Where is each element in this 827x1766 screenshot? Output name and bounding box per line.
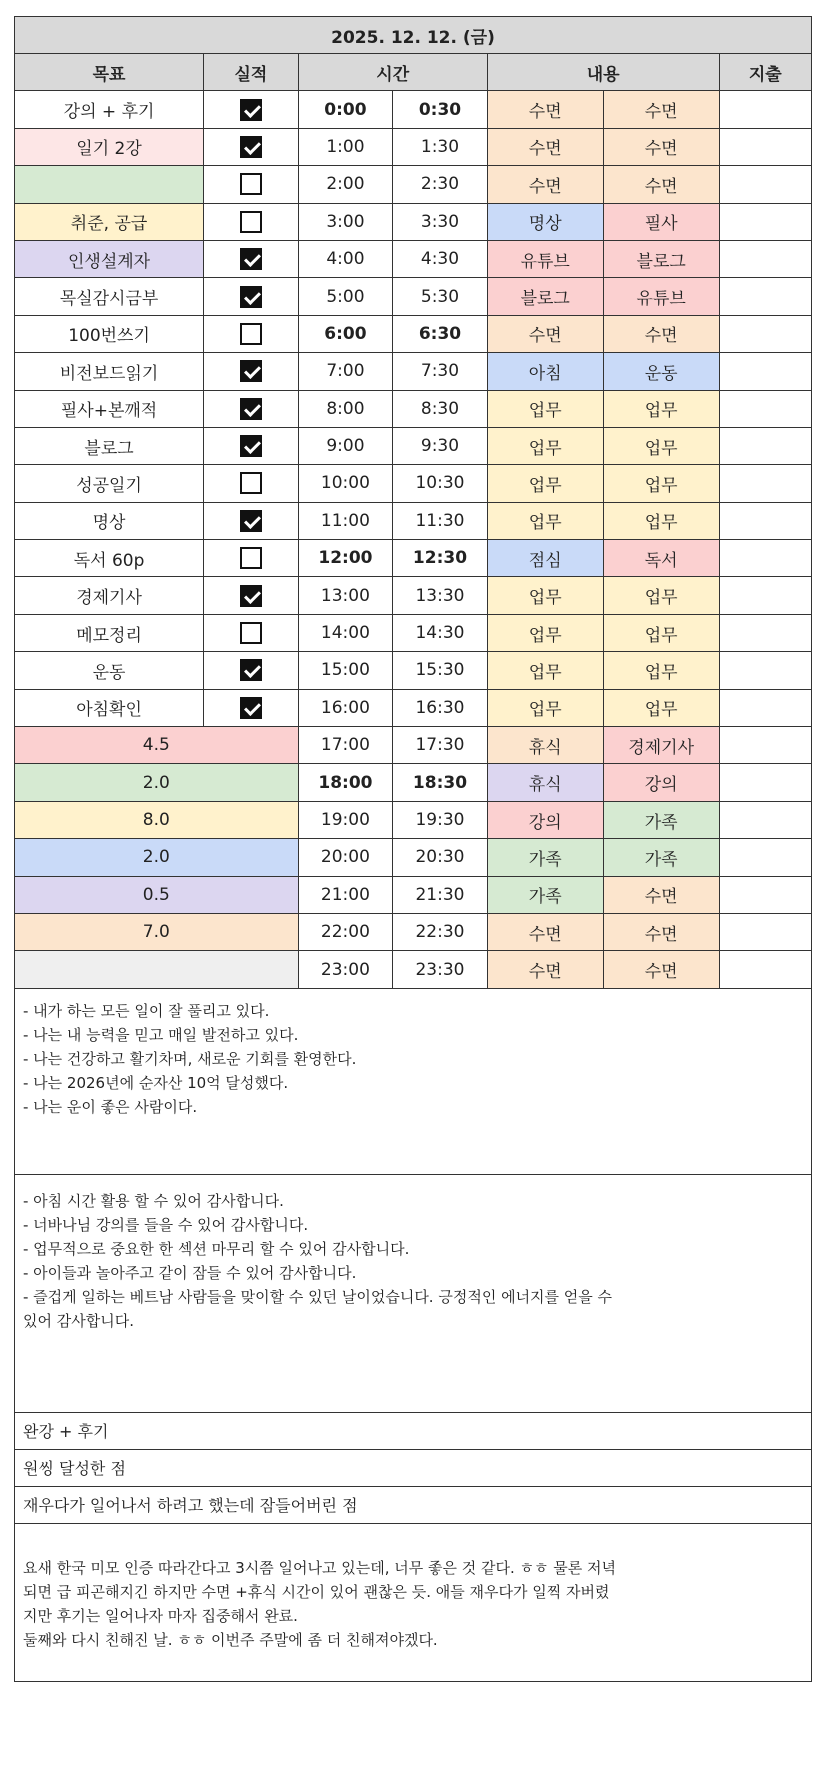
- done-checkbox[interactable]: [240, 472, 262, 494]
- done-cell: [204, 577, 299, 614]
- time-start-cell: 6:00: [298, 315, 393, 352]
- category-hours-cell[interactable]: 0.5: [15, 876, 299, 913]
- done-cell: [204, 652, 299, 689]
- schedule-row: [15, 166, 812, 203]
- schedule-row: [15, 240, 812, 277]
- content-cell[interactable]: 업무: [603, 427, 719, 464]
- goal-cell[interactable]: [15, 166, 204, 203]
- gratitude-line: - 너바나님 강의를 들을 수 있어 감사합니다.: [23, 1215, 309, 1234]
- content-cell[interactable]: 수면: [487, 166, 603, 203]
- done-cell: [204, 315, 299, 352]
- content-cell[interactable]: 업무: [487, 502, 603, 539]
- content-cell[interactable]: 가족: [487, 876, 603, 913]
- diary-line: 지만 후기는 일어나자 마자 집중해서 완료.: [23, 1606, 298, 1625]
- time-start-cell: 16:00: [298, 689, 393, 726]
- time-half-cell: 11:30: [393, 502, 488, 539]
- done-checkbox[interactable]: [240, 248, 262, 270]
- expense-cell[interactable]: [719, 353, 811, 390]
- schedule-row: [15, 727, 812, 764]
- time-half-cell: 17:30: [393, 727, 488, 764]
- category-hours-cell[interactable]: 2.0: [15, 764, 299, 801]
- done-checkbox[interactable]: [240, 360, 262, 382]
- expense-cell[interactable]: [719, 652, 811, 689]
- goal-cell[interactable]: 명상: [15, 502, 204, 539]
- expense-cell[interactable]: [719, 240, 811, 277]
- time-half-cell: 1:30: [393, 128, 488, 165]
- schedule-row: [15, 652, 812, 689]
- content-cell[interactable]: 수면: [487, 91, 603, 128]
- content-cell[interactable]: 휴식: [487, 764, 603, 801]
- schedule-row: [15, 913, 812, 950]
- content-cell[interactable]: 업무: [487, 465, 603, 502]
- content-cell[interactable]: 수면: [603, 876, 719, 913]
- schedule-row: [15, 689, 812, 726]
- schedule-row: [15, 839, 812, 876]
- done-cell: [204, 689, 299, 726]
- time-start-cell: 20:00: [298, 839, 393, 876]
- content-cell[interactable]: 수면: [487, 951, 603, 988]
- schedule-row: [15, 203, 812, 240]
- schedule-row: [15, 278, 812, 315]
- content-cell[interactable]: 필사: [603, 203, 719, 240]
- schedule-row: [15, 801, 812, 838]
- content-cell[interactable]: 블로그: [487, 278, 603, 315]
- done-checkbox[interactable]: [240, 173, 262, 195]
- time-start-cell: 7:00: [298, 353, 393, 390]
- affirmation-line: - 나는 건강하고 활기차며, 새로운 기회를 환영한다.: [23, 1049, 357, 1068]
- time-half-cell: 6:30: [393, 315, 488, 352]
- done-cell: [204, 203, 299, 240]
- done-cell: [204, 128, 299, 165]
- content-cell[interactable]: 업무: [487, 577, 603, 614]
- done-cell: [204, 390, 299, 427]
- schedule-row: [15, 502, 812, 539]
- gratitude-line: - 업무적으로 중요한 한 섹션 마무리 할 수 있어 감사합니다.: [23, 1239, 410, 1258]
- time-start-cell: 14:00: [298, 614, 393, 651]
- content-cell[interactable]: 수면: [603, 913, 719, 950]
- gratitude-line: - 아침 시간 활용 할 수 있어 감사합니다.: [23, 1191, 284, 1210]
- diary-line: 요새 한국 미모 인증 따라간다고 3시쯤 일어나고 있는데, 너무 좋은 것 같다. ㅎㅎ 물론 저녁: [23, 1558, 616, 1577]
- content-cell[interactable]: 업무: [487, 427, 603, 464]
- goal-cell[interactable]: 취준, 공급: [15, 203, 204, 240]
- affirmation-line: - 나는 2026년에 순자산 10억 달성했다.: [23, 1073, 289, 1092]
- expense-cell[interactable]: [719, 278, 811, 315]
- time-start-cell: 5:00: [298, 278, 393, 315]
- expense-cell[interactable]: [719, 502, 811, 539]
- time-half-cell: 7:30: [393, 353, 488, 390]
- done-cell: [204, 278, 299, 315]
- time-start-cell: 0:00: [298, 91, 393, 128]
- date-header: 2025. 12. 12. (금): [15, 17, 812, 54]
- content-cell[interactable]: 업무: [487, 689, 603, 726]
- goal-cell[interactable]: 독서 60p: [15, 540, 204, 577]
- expense-header: 지출: [719, 54, 811, 91]
- done-checkbox[interactable]: [240, 136, 262, 158]
- content-cell[interactable]: 수면: [603, 166, 719, 203]
- done-checkbox[interactable]: [240, 697, 262, 719]
- expense-cell[interactable]: [719, 203, 811, 240]
- expense-cell[interactable]: [719, 427, 811, 464]
- done-cell: [204, 91, 299, 128]
- schedule-row: [15, 390, 812, 427]
- time-half-cell: 23:30: [393, 951, 488, 988]
- time-half-cell: 9:30: [393, 427, 488, 464]
- gratitude-line: 있어 감사합니다.: [23, 1311, 134, 1330]
- done-checkbox[interactable]: [240, 398, 262, 420]
- schedule-row: [15, 614, 812, 651]
- time-start-cell: 10:00: [298, 465, 393, 502]
- goal-cell[interactable]: 강의 + 후기: [15, 91, 204, 128]
- content-cell[interactable]: 강의: [487, 801, 603, 838]
- expense-cell[interactable]: [719, 876, 811, 913]
- expense-cell[interactable]: [719, 764, 811, 801]
- time-start-cell: 17:00: [298, 727, 393, 764]
- goal-header: 목표: [15, 54, 204, 91]
- done-cell: [204, 240, 299, 277]
- category-hours-cell[interactable]: 8.0: [15, 801, 299, 838]
- goal-cell[interactable]: 운동: [15, 652, 204, 689]
- schedule-table: [14, 16, 812, 989]
- time-half-cell: 14:30: [393, 614, 488, 651]
- done-header: 실적: [204, 54, 299, 91]
- time-half-cell: 18:30: [393, 764, 488, 801]
- content-cell[interactable]: 수면: [487, 128, 603, 165]
- expense-cell[interactable]: [719, 913, 811, 950]
- expense-cell[interactable]: [719, 166, 811, 203]
- expense-cell[interactable]: [719, 128, 811, 165]
- content-header: 내용: [487, 54, 719, 91]
- expense-cell[interactable]: [719, 839, 811, 876]
- goal-cell[interactable]: 인생설계자: [15, 240, 204, 277]
- affirmation-line: - 나는 내 능력을 믿고 매일 발전하고 있다.: [23, 1025, 299, 1044]
- content-cell[interactable]: 명상: [487, 203, 603, 240]
- expense-cell[interactable]: [719, 689, 811, 726]
- done-cell: [204, 540, 299, 577]
- done-cell: [204, 427, 299, 464]
- content-cell[interactable]: 아침: [487, 353, 603, 390]
- done-cell: [204, 166, 299, 203]
- content-cell[interactable]: 업무: [487, 390, 603, 427]
- content-cell[interactable]: 업무: [603, 577, 719, 614]
- done-checkbox[interactable]: [240, 510, 262, 532]
- affirmation-line: - 나는 운이 좋은 사람이다.: [23, 1097, 198, 1116]
- expense-cell[interactable]: [719, 727, 811, 764]
- content-cell[interactable]: 휴식: [487, 727, 603, 764]
- time-start-cell: 23:00: [298, 951, 393, 988]
- done-checkbox[interactable]: [240, 286, 262, 308]
- time-start-cell: 11:00: [298, 502, 393, 539]
- expense-cell[interactable]: [719, 315, 811, 352]
- affirmation-section: [14, 989, 812, 1175]
- content-cell[interactable]: 업무: [487, 614, 603, 651]
- time-start-cell: 2:00: [298, 166, 393, 203]
- done-checkbox[interactable]: [240, 659, 262, 681]
- schedule-row: [15, 764, 812, 801]
- diary-line: 둘째와 다시 친해진 날. ㅎㅎ 이번주 주말에 좀 더 친해져야겠다.: [23, 1630, 438, 1649]
- time-half-cell: 10:30: [393, 465, 488, 502]
- expense-cell[interactable]: [719, 91, 811, 128]
- category-hours-cell[interactable]: 7.0: [15, 913, 299, 950]
- done-checkbox[interactable]: [240, 622, 262, 644]
- diary-line: 되면 급 피곤해지긴 하지만 수면 +휴식 시간이 있어 괜찮은 듯. 애들 재우다가 일찍 자버렸: [23, 1582, 610, 1601]
- content-cell[interactable]: 수면: [487, 913, 603, 950]
- content-cell[interactable]: 가족: [487, 839, 603, 876]
- schedule-row: [15, 577, 812, 614]
- goal-cell[interactable]: 필사+본깨적: [15, 390, 204, 427]
- time-start-cell: 4:00: [298, 240, 393, 277]
- time-start-cell: 21:00: [298, 876, 393, 913]
- review-line[interactable]: 원씽 달성한 점: [14, 1450, 812, 1487]
- goal-cell[interactable]: 메모정리: [15, 614, 204, 651]
- time-start-cell: 3:00: [298, 203, 393, 240]
- review-line[interactable]: 재우다가 일어나서 하려고 했는데 잠들어버린 점: [14, 1487, 812, 1524]
- content-cell[interactable]: 운동: [603, 353, 719, 390]
- time-half-cell: 4:30: [393, 240, 488, 277]
- expense-cell[interactable]: [719, 577, 811, 614]
- time-start-cell: 13:00: [298, 577, 393, 614]
- goal-cell[interactable]: 일기 2강: [15, 128, 204, 165]
- content-cell[interactable]: 업무: [603, 390, 719, 427]
- planner-sheet: [14, 16, 812, 1682]
- gratitude-line: - 즐겁게 일하는 베트남 사람들을 맞이할 수 있던 날이었습니다. 긍정적인 에너지를 얻을 수: [23, 1287, 613, 1306]
- time-half-cell: 12:30: [393, 540, 488, 577]
- affirmation-line: - 내가 하는 모든 일이 잘 풀리고 있다.: [23, 1001, 270, 1020]
- goal-cell[interactable]: 비전보드읽기: [15, 353, 204, 390]
- category-hours-cell[interactable]: 2.0: [15, 839, 299, 876]
- time-half-cell: 0:30: [393, 91, 488, 128]
- time-start-cell: 9:00: [298, 427, 393, 464]
- done-checkbox[interactable]: [240, 211, 262, 233]
- content-cell[interactable]: 점심: [487, 540, 603, 577]
- schedule-row: [15, 876, 812, 913]
- expense-cell[interactable]: [719, 951, 811, 988]
- expense-cell[interactable]: [719, 614, 811, 651]
- goal-cell[interactable]: 목실감시금부: [15, 278, 204, 315]
- done-cell: [204, 465, 299, 502]
- goal-cell[interactable]: 성공일기: [15, 465, 204, 502]
- done-checkbox[interactable]: [240, 99, 262, 121]
- done-cell: [204, 502, 299, 539]
- gratitude-section: [14, 1175, 812, 1413]
- time-header: 시간: [298, 54, 487, 91]
- time-half-cell: 21:30: [393, 876, 488, 913]
- content-cell[interactable]: 유튜브: [603, 278, 719, 315]
- time-half-cell: 13:30: [393, 577, 488, 614]
- schedule-row: [15, 427, 812, 464]
- schedule-row: [15, 128, 812, 165]
- time-half-cell: 3:30: [393, 203, 488, 240]
- schedule-row: [15, 951, 812, 988]
- category-hours-cell[interactable]: 4.5: [15, 727, 299, 764]
- expense-cell[interactable]: [719, 801, 811, 838]
- content-cell[interactable]: 수면: [603, 128, 719, 165]
- goal-cell[interactable]: 아침확인: [15, 689, 204, 726]
- content-cell[interactable]: 유튜브: [487, 240, 603, 277]
- done-cell: [204, 353, 299, 390]
- time-start-cell: 8:00: [298, 390, 393, 427]
- expense-cell[interactable]: [719, 390, 811, 427]
- time-start-cell: 18:00: [298, 764, 393, 801]
- goal-cell[interactable]: 100번쓰기: [15, 315, 204, 352]
- time-half-cell: 16:30: [393, 689, 488, 726]
- time-half-cell: 20:30: [393, 839, 488, 876]
- schedule-row: [15, 465, 812, 502]
- content-cell[interactable]: 업무: [603, 502, 719, 539]
- content-cell[interactable]: 강의: [603, 764, 719, 801]
- diary-section: [14, 1524, 812, 1682]
- time-half-cell: 5:30: [393, 278, 488, 315]
- content-cell[interactable]: 독서: [603, 540, 719, 577]
- time-half-cell: 15:30: [393, 652, 488, 689]
- review-section: [14, 1413, 812, 1524]
- schedule-row: [15, 540, 812, 577]
- content-cell[interactable]: 수면: [603, 91, 719, 128]
- expense-cell[interactable]: [719, 465, 811, 502]
- done-cell: [204, 614, 299, 651]
- time-start-cell: 15:00: [298, 652, 393, 689]
- content-cell[interactable]: 블로그: [603, 240, 719, 277]
- content-cell[interactable]: 가족: [603, 839, 719, 876]
- content-cell[interactable]: 수면: [487, 315, 603, 352]
- content-cell[interactable]: 업무: [603, 689, 719, 726]
- content-cell[interactable]: 업무: [487, 652, 603, 689]
- done-checkbox[interactable]: [240, 547, 262, 569]
- category-hours-cell[interactable]: [15, 951, 299, 988]
- content-cell[interactable]: 업무: [603, 652, 719, 689]
- schedule-row: [15, 353, 812, 390]
- done-checkbox[interactable]: [240, 323, 262, 345]
- schedule-row: [15, 91, 812, 128]
- time-start-cell: 19:00: [298, 801, 393, 838]
- time-start-cell: 22:00: [298, 913, 393, 950]
- content-cell[interactable]: 경제기사: [603, 727, 719, 764]
- time-half-cell: 2:30: [393, 166, 488, 203]
- time-half-cell: 8:30: [393, 390, 488, 427]
- done-checkbox[interactable]: [240, 585, 262, 607]
- review-line[interactable]: 완강 + 후기: [14, 1413, 812, 1450]
- gratitude-line: - 아이들과 놀아주고 같이 잠들 수 있어 감사합니다.: [23, 1263, 357, 1282]
- goal-cell[interactable]: 경제기사: [15, 577, 204, 614]
- content-cell[interactable]: 수면: [603, 951, 719, 988]
- time-start-cell: 12:00: [298, 540, 393, 577]
- done-checkbox[interactable]: [240, 435, 262, 457]
- time-half-cell: 19:30: [393, 801, 488, 838]
- schedule-row: [15, 315, 812, 352]
- time-half-cell: 22:30: [393, 913, 488, 950]
- content-cell[interactable]: 업무: [603, 465, 719, 502]
- content-cell[interactable]: 업무: [603, 614, 719, 651]
- goal-cell[interactable]: 블로그: [15, 427, 204, 464]
- content-cell[interactable]: 수면: [603, 315, 719, 352]
- time-start-cell: 1:00: [298, 128, 393, 165]
- expense-cell[interactable]: [719, 540, 811, 577]
- content-cell[interactable]: 가족: [603, 801, 719, 838]
